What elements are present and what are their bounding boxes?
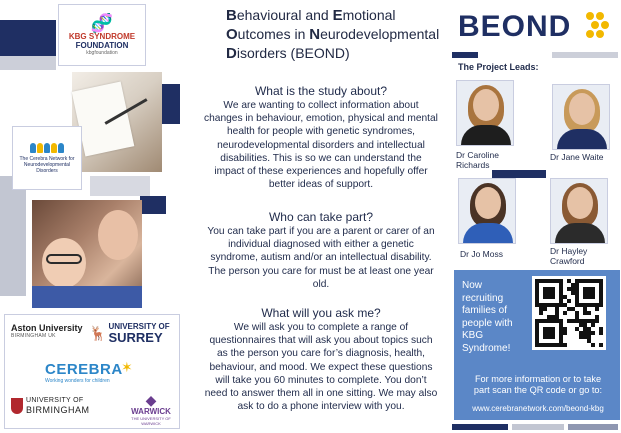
- section-body: We will ask you to complete a range of questionnaires that will ask you about topics such as the person you care for’s diagnosis, health, behaviour, and mood. We expect these questions will take you 60 minutes to complete. You don’t need to answer them all in one sitting. We may also ask to do a phone interview with you.: [204, 322, 438, 413]
- cerebra-tagline: Working wonders for children: [45, 378, 110, 384]
- website-link[interactable]: www.cerebranetwork.com/beond-kbg: [472, 404, 604, 413]
- stag-icon: 🦌: [89, 325, 107, 341]
- shield-icon: [11, 398, 23, 414]
- cerebra-logo: [45, 361, 141, 384]
- decor-block: [452, 424, 508, 430]
- lead-portrait: [458, 178, 516, 244]
- right-column: [452, 0, 621, 433]
- page-title: Behavioural and Emotional Outcomes in Neurodevelopmental Disorders (BEOND): [226, 7, 440, 62]
- birmingham-logo: [11, 397, 121, 415]
- birmingham-name: BIRMINGHAM: [26, 405, 90, 415]
- star-icon: ✶: [121, 359, 133, 375]
- writing-photo: [72, 72, 162, 172]
- lead-name: Dr Caroline Richards: [456, 150, 499, 170]
- kbg-logo-line1: KBG SYNDROME: [68, 31, 136, 41]
- warwick-sub: THE UNIVERSITY OF WARWICK: [131, 416, 171, 426]
- decor-block: [492, 170, 546, 178]
- recruitment-panel: [454, 270, 620, 420]
- decor-block: [140, 196, 166, 214]
- lead-name: Dr Jane Waite: [550, 152, 604, 162]
- cerebra-network-caption: The Cerebra Network for Neurodevelopmental Disorders: [19, 155, 75, 174]
- dna-icon: 🧬: [90, 12, 114, 33]
- aston-university-logo: [11, 323, 87, 339]
- people-icon: [30, 143, 64, 153]
- warwick-logo: [125, 393, 177, 426]
- section-body: You can take part if you are a parent or carer of an individual diagnosed with either a genetic syndrome, autism and/or an intellectual disability. The person you care for must be at least one year old.: [207, 226, 435, 290]
- birmingham-top: UNIVERSITY OF: [26, 397, 84, 404]
- cerebra-name: CEREBRA: [45, 361, 123, 378]
- info-text: For more information or to take part scan the QR code or go to:: [473, 374, 603, 395]
- lead-portrait: [552, 84, 610, 150]
- project-leads-heading: The Project Leads:: [458, 62, 539, 72]
- aston-name: Aston University: [11, 323, 83, 333]
- decor-block: [90, 176, 150, 196]
- surrey-logo: [89, 323, 181, 344]
- decor-block: [0, 20, 56, 56]
- surrey-top: UNIVERSITY OF: [108, 322, 170, 331]
- lead-portrait: [550, 178, 608, 244]
- partner-logos: [4, 314, 180, 429]
- beond-brand: BEOND: [458, 10, 572, 43]
- section-heading: What is the study about?: [254, 84, 388, 98]
- aston-sub: BIRMINGHAM UK: [11, 333, 56, 339]
- beond-dots-icon: [586, 12, 612, 42]
- cerebra-network-logo: [12, 126, 82, 190]
- decor-block: [0, 176, 26, 296]
- qr-code[interactable]: [532, 276, 606, 350]
- section-heading: Who can take part?: [268, 210, 374, 224]
- section-heading: What will you ask me?: [261, 306, 381, 320]
- kbg-logo-line2: FOUNDATION: [75, 40, 129, 50]
- recruitment-text: Now recruiting families of people with KBG Syndrome!: [462, 280, 513, 354]
- lead-portrait: [456, 80, 514, 146]
- lead-name: Dr Jo Moss: [460, 249, 503, 259]
- main-content: [196, 0, 446, 433]
- section-body: We are wanting to collect information about changes in behaviour, emotion, physical and mental health for people with genetic syndromes, neurodevelopmental disorders and intellectual disabilities. This is so we can understand the impact of these experiences and hopefully offer better ideas of support.: [204, 100, 438, 191]
- kbg-logo-line3: kbgfoundation: [86, 49, 118, 56]
- family-photo: [32, 200, 142, 308]
- decor-block: [512, 424, 564, 430]
- lead-name: Dr Hayley Crawford: [550, 246, 588, 266]
- surrey-name: SURREY: [108, 330, 163, 345]
- warwick-mark-icon: ◆: [145, 392, 157, 408]
- decor-block: [552, 52, 618, 58]
- kbg-foundation-logo: [58, 4, 146, 66]
- left-column: [0, 0, 200, 433]
- decor-block: [568, 424, 618, 430]
- warwick-name: WARWICK: [131, 407, 171, 416]
- decor-block: [452, 52, 478, 58]
- decor-block: [0, 56, 56, 70]
